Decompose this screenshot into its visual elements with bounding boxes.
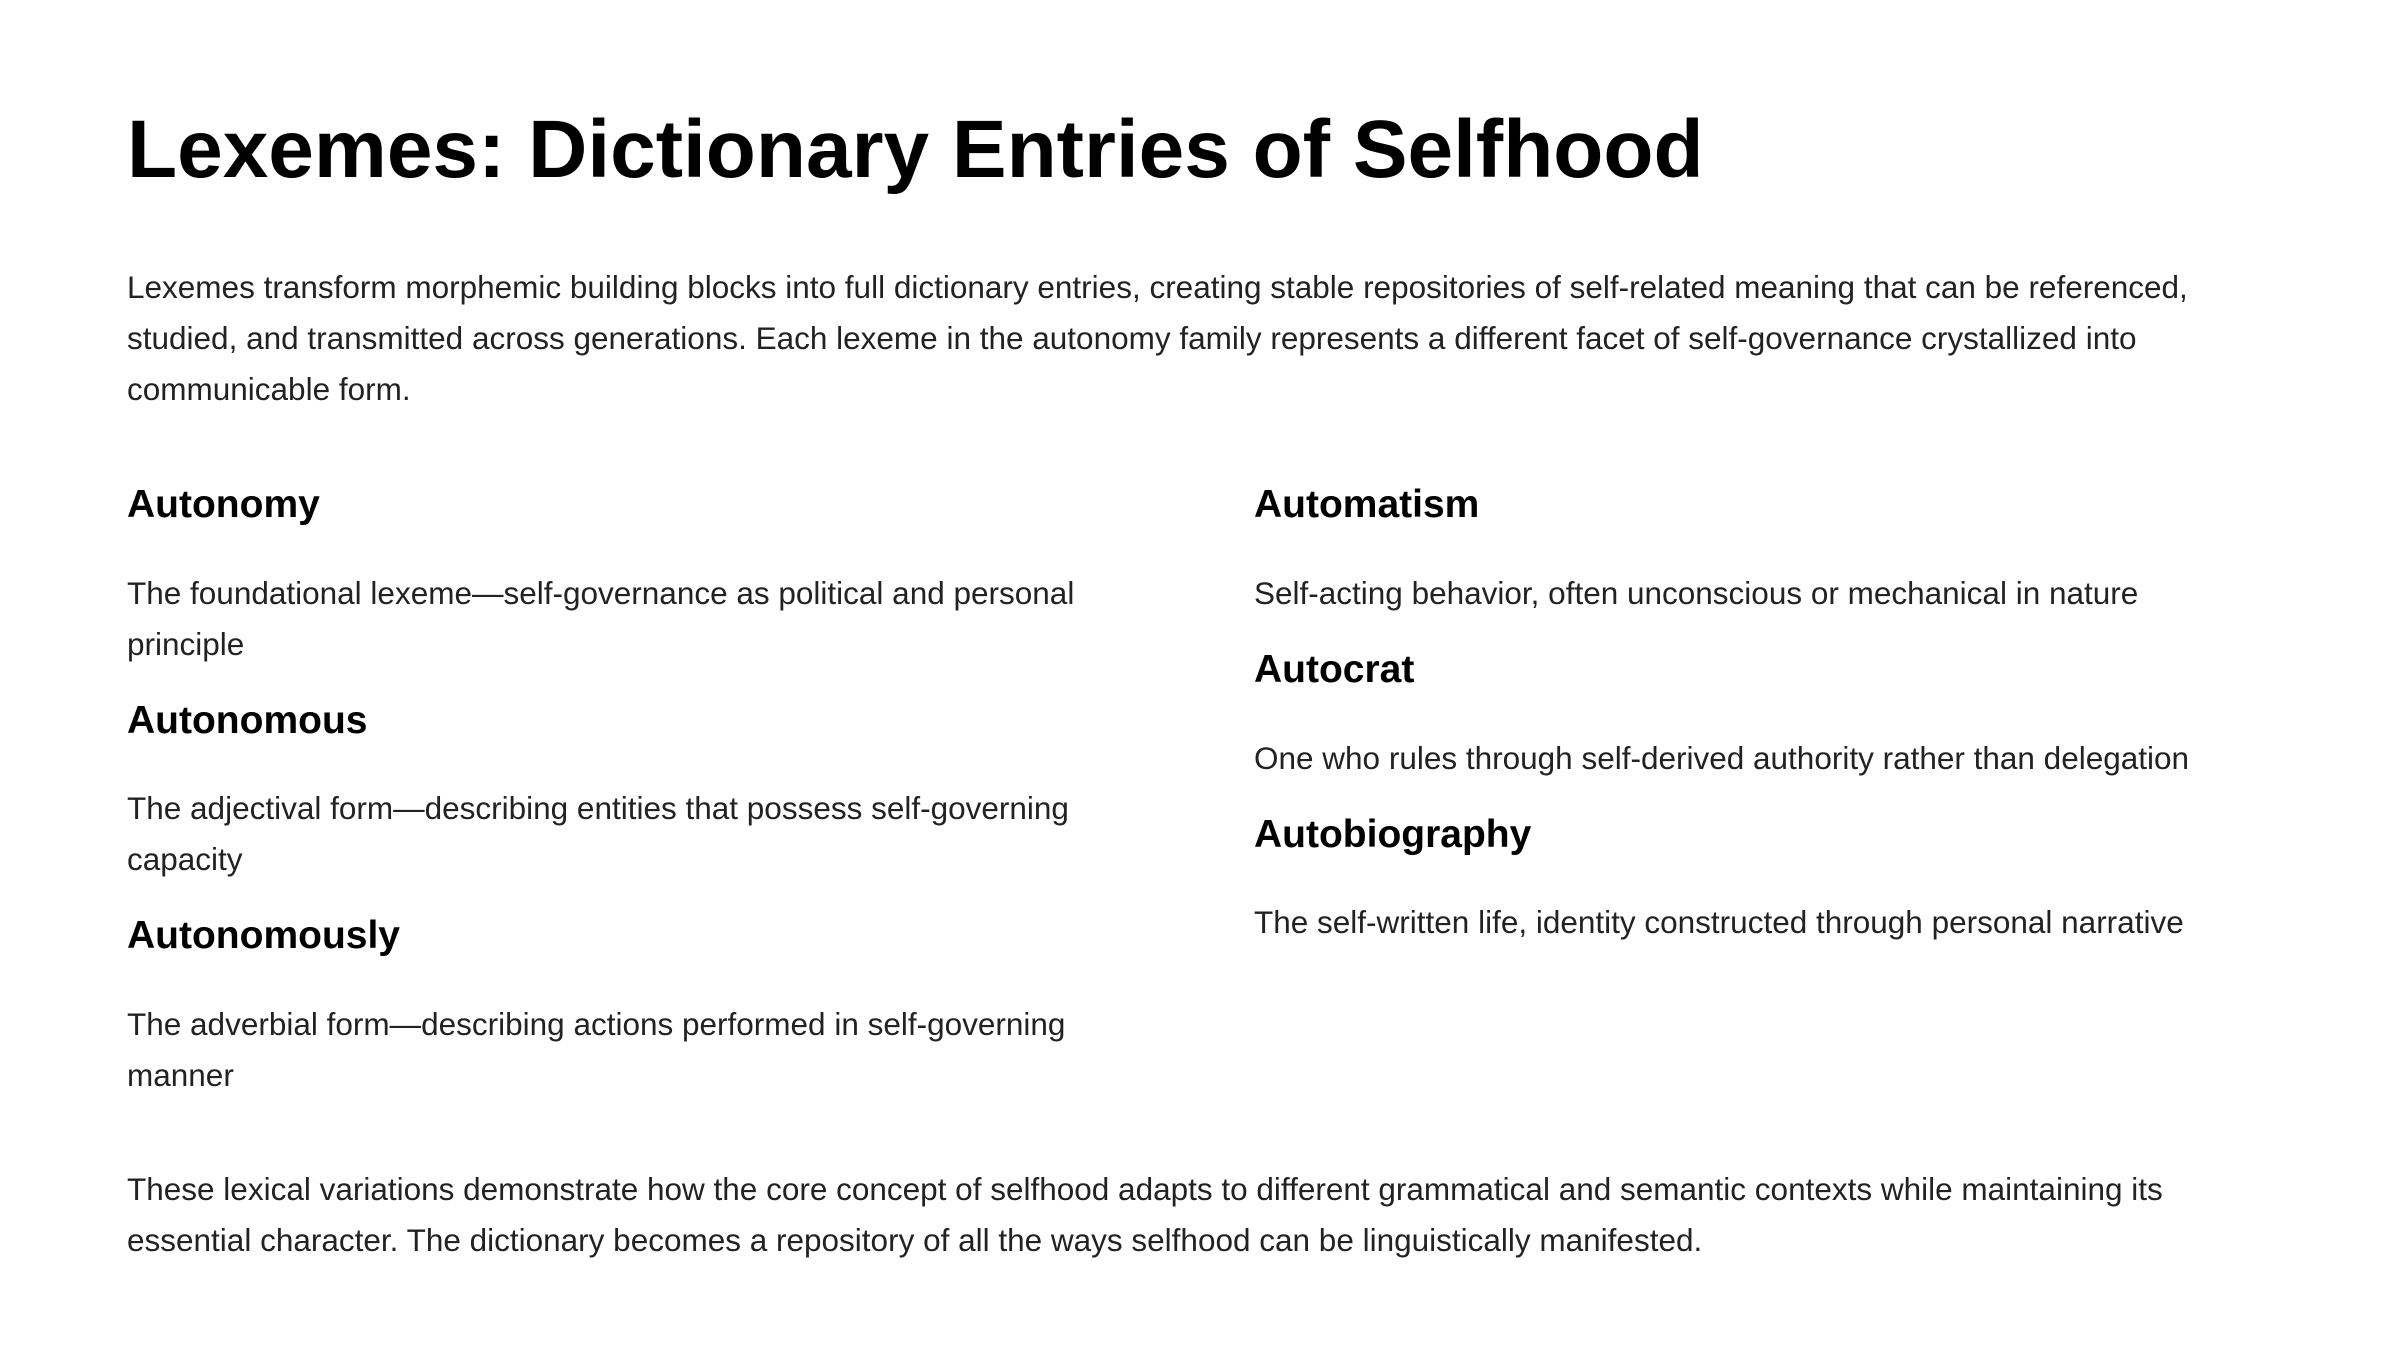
entry-definition-autocrat: One who rules through self-derived authority rather than delegation xyxy=(1254,740,2190,776)
entry-term-autonomy: Autonomy xyxy=(127,483,320,526)
slide xyxy=(127,0,2277,1350)
entry-definition-automatism: Self-acting behavior, often unconscious or mechanical in nature xyxy=(1254,575,2139,611)
page-title: Lexemes: Dictionary Entries of Selfhood xyxy=(127,104,1704,195)
entry-term-automatism: Automatism xyxy=(1254,483,1480,526)
entry-definition-autonomous: The adjectival form—describing entities that possess self-governing capacity xyxy=(127,790,1069,877)
entry-definition-autonomously: The adverbial form—describing actions performed in self-governing manner xyxy=(127,1006,1066,1093)
entry-term-autocrat: Autocrat xyxy=(1254,648,1415,691)
entry-term-autobiography: Autobiography xyxy=(1254,813,1532,856)
entry-term-autonomous: Autonomous xyxy=(127,699,368,742)
entry-definition-autobiography: The self-written life, identity constructed through personal narrative xyxy=(1254,904,2184,940)
closing-paragraph: These lexical variations demonstrate how the core concept of selfhood adapts to different grammatical and semantic contexts while maintaining its essential character. The dictionary becomes a repository of all the ways selfhood can be linguistically manifested. xyxy=(127,1171,2163,1258)
entry-definition-autonomy: The foundational lexeme—self-governance as political and personal principle xyxy=(127,575,1075,662)
entry-term-autonomously: Autonomously xyxy=(127,914,400,957)
intro-paragraph: Lexemes transform morphemic building blocks into full dictionary entries, creating stable repositories of self-related meaning that can be referenced, studied, and transmitted across generations. Each lexeme in the autonomy family represents a different facet of self-governance crystallized into communicable form. xyxy=(127,269,2188,407)
